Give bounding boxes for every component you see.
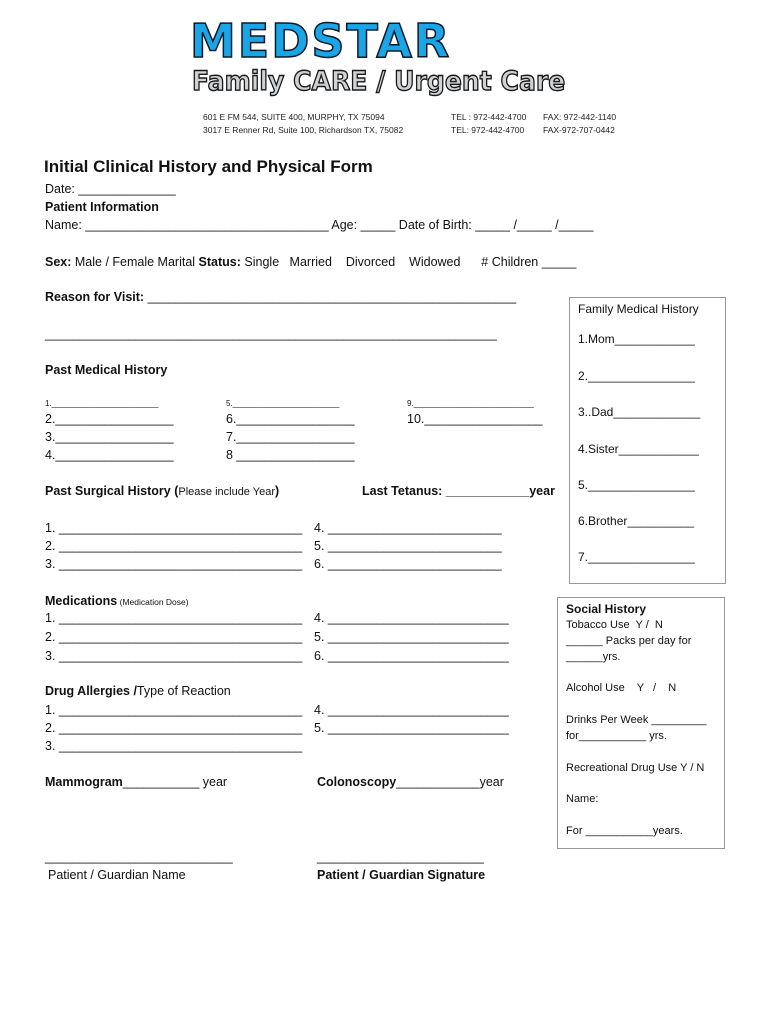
- family-history-item[interactable]: 2.________________: [578, 369, 695, 383]
- allergies-label: Drug Allergies /: [45, 684, 137, 698]
- allergy-item[interactable]: 2. ___________________________________: [45, 721, 303, 735]
- social-history-box: [557, 597, 725, 849]
- surgical-item[interactable]: 1. ___________________________________: [45, 521, 303, 535]
- brand-subtitle: Family CARE / Urgent Care: [192, 66, 566, 97]
- sex-label: Sex:: [45, 255, 72, 269]
- allergy-item[interactable]: 1. ___________________________________: [45, 703, 303, 717]
- reason-for-visit[interactable]: [45, 290, 516, 304]
- past-medical-heading: Past Medical History: [45, 363, 168, 377]
- date-field[interactable]: Date: ______________: [45, 182, 176, 196]
- mammogram-label: Mammogram: [45, 775, 123, 789]
- brand-logo: MEDSTAR: [190, 14, 452, 68]
- mammogram-line: ___________ year: [122, 775, 228, 789]
- medication-item[interactable]: 2. ___________________________________: [45, 630, 303, 644]
- medications-heading: [45, 594, 189, 608]
- name-age-dob-line[interactable]: Name: ___________________________________ Age: _____ Date of Birth: _____ /_____ /_____: [45, 218, 594, 232]
- alcohol-use[interactable]: Alcohol Use Y / N: [566, 682, 677, 694]
- form-title: Initial Clinical History and Physical Form: [44, 157, 373, 176]
- colonoscopy-label: Colonoscopy: [317, 775, 397, 789]
- family-history-item[interactable]: 5.________________: [578, 478, 695, 492]
- recreational-drug-use[interactable]: Recreational Drug Use Y / N: [566, 762, 705, 774]
- pmh-item[interactable]: 7._________________: [226, 430, 355, 444]
- pmh-item[interactable]: 1.________________________: [45, 399, 159, 408]
- surgical-item[interactable]: 6. _________________________: [314, 557, 502, 571]
- guardian-name-line[interactable]: ___________________________: [45, 850, 233, 864]
- colonoscopy-field[interactable]: [317, 775, 504, 789]
- drug-years[interactable]: For ___________years.: [566, 825, 683, 837]
- status-label: Status:: [198, 255, 241, 269]
- pmh-item[interactable]: 6._________________: [226, 412, 355, 426]
- tobacco-years[interactable]: ______yrs.: [566, 651, 621, 663]
- surgical-item[interactable]: 3. ___________________________________: [45, 557, 303, 571]
- colonoscopy-line: ____________year: [396, 775, 504, 789]
- medication-item[interactable]: 5. __________________________: [314, 630, 509, 644]
- surgical-item[interactable]: 5. _________________________: [314, 539, 502, 553]
- pmh-item[interactable]: 5.________________________: [226, 399, 340, 408]
- pmh-item[interactable]: 8 _________________: [226, 448, 355, 462]
- packs-per-day[interactable]: ______ Packs per day for: [566, 635, 692, 647]
- past-surgical-note: Please include Year: [178, 486, 276, 498]
- status-options: Single Married Divorced Widowed # Children _____: [240, 255, 577, 269]
- drug-name[interactable]: Name:: [566, 793, 599, 805]
- medication-item[interactable]: 3. ___________________________________: [45, 649, 303, 663]
- sex-options: Male / Female Marital: [74, 255, 199, 269]
- fax-2: FAX-972-707-0442: [543, 125, 615, 135]
- surgical-item[interactable]: 4. _________________________: [314, 521, 502, 535]
- reason-line-2[interactable]: _________________________________________________________________: [45, 327, 497, 341]
- allergies-note: Type of Reaction: [136, 684, 231, 698]
- medication-item[interactable]: 1. ___________________________________: [45, 611, 303, 625]
- family-history-item[interactable]: 6.Brother__________: [578, 514, 695, 528]
- family-history-item[interactable]: 4.Sister____________: [578, 442, 699, 456]
- family-history-item[interactable]: 1.Mom____________: [578, 332, 695, 346]
- allergy-item[interactable]: 3. ___________________________________: [45, 739, 303, 753]
- guardian-signature-line[interactable]: ________________________: [317, 850, 484, 864]
- past-surgical-heading: [45, 484, 279, 498]
- surgical-item[interactable]: 2. ___________________________________: [45, 539, 303, 553]
- medications-note: (Medication Dose): [117, 597, 189, 607]
- phone-2: TEL: 972-442-4700: [451, 125, 525, 135]
- address-line-2: 3017 E Renner Rd, Suite 100, Richardson TX, 75082: [203, 125, 404, 135]
- allergy-item[interactable]: 4. __________________________: [314, 703, 509, 717]
- guardian-name-label: Patient / Guardian Name: [48, 868, 186, 882]
- allergy-item[interactable]: 5. __________________________: [314, 721, 509, 735]
- drinks-years[interactable]: for___________ yrs.: [566, 730, 667, 742]
- family-history-title: Family Medical History: [578, 302, 699, 316]
- pmh-item[interactable]: 2._________________: [45, 412, 174, 426]
- drinks-per-week[interactable]: Drinks Per Week _________: [566, 714, 707, 726]
- social-history-title: Social History: [566, 602, 647, 616]
- pmh-item[interactable]: 4._________________: [45, 448, 174, 462]
- family-history-box: [569, 297, 726, 584]
- guardian-signature-label: Patient / Guardian Signature: [317, 868, 486, 882]
- fax-1: FAX: 972-442-1140: [543, 112, 617, 122]
- last-tetanus[interactable]: Last Tetanus: ____________year: [362, 484, 555, 498]
- patient-info-heading: Patient Information: [45, 200, 159, 214]
- family-history-item[interactable]: 7.________________: [578, 550, 695, 564]
- reason-line: _____________________________________________________: [144, 290, 517, 304]
- mammogram-field[interactable]: [45, 775, 227, 789]
- past-surgical-label: Past Surgical History (: [45, 484, 179, 498]
- medications-label: Medications: [45, 594, 118, 608]
- sex-status-line[interactable]: [45, 255, 577, 269]
- pmh-item[interactable]: 9.___________________________: [407, 399, 534, 408]
- address-line-1: 601 E FM 544, SUITE 400, MURPHY, TX 75094: [203, 112, 385, 122]
- medication-item[interactable]: 6. __________________________: [314, 649, 509, 663]
- tobacco-use[interactable]: Tobacco Use Y / N: [566, 619, 663, 631]
- family-history-item[interactable]: 3..Dad_____________: [578, 405, 701, 419]
- medication-item[interactable]: 4. __________________________: [314, 611, 509, 625]
- pmh-item[interactable]: 3._________________: [45, 430, 174, 444]
- pmh-item[interactable]: 10._________________: [407, 412, 543, 426]
- reason-label: Reason for Visit:: [45, 290, 145, 304]
- past-surgical-close: ): [275, 484, 280, 498]
- allergies-heading: [45, 684, 231, 698]
- phone-1: TEL : 972-442-4700: [451, 112, 527, 122]
